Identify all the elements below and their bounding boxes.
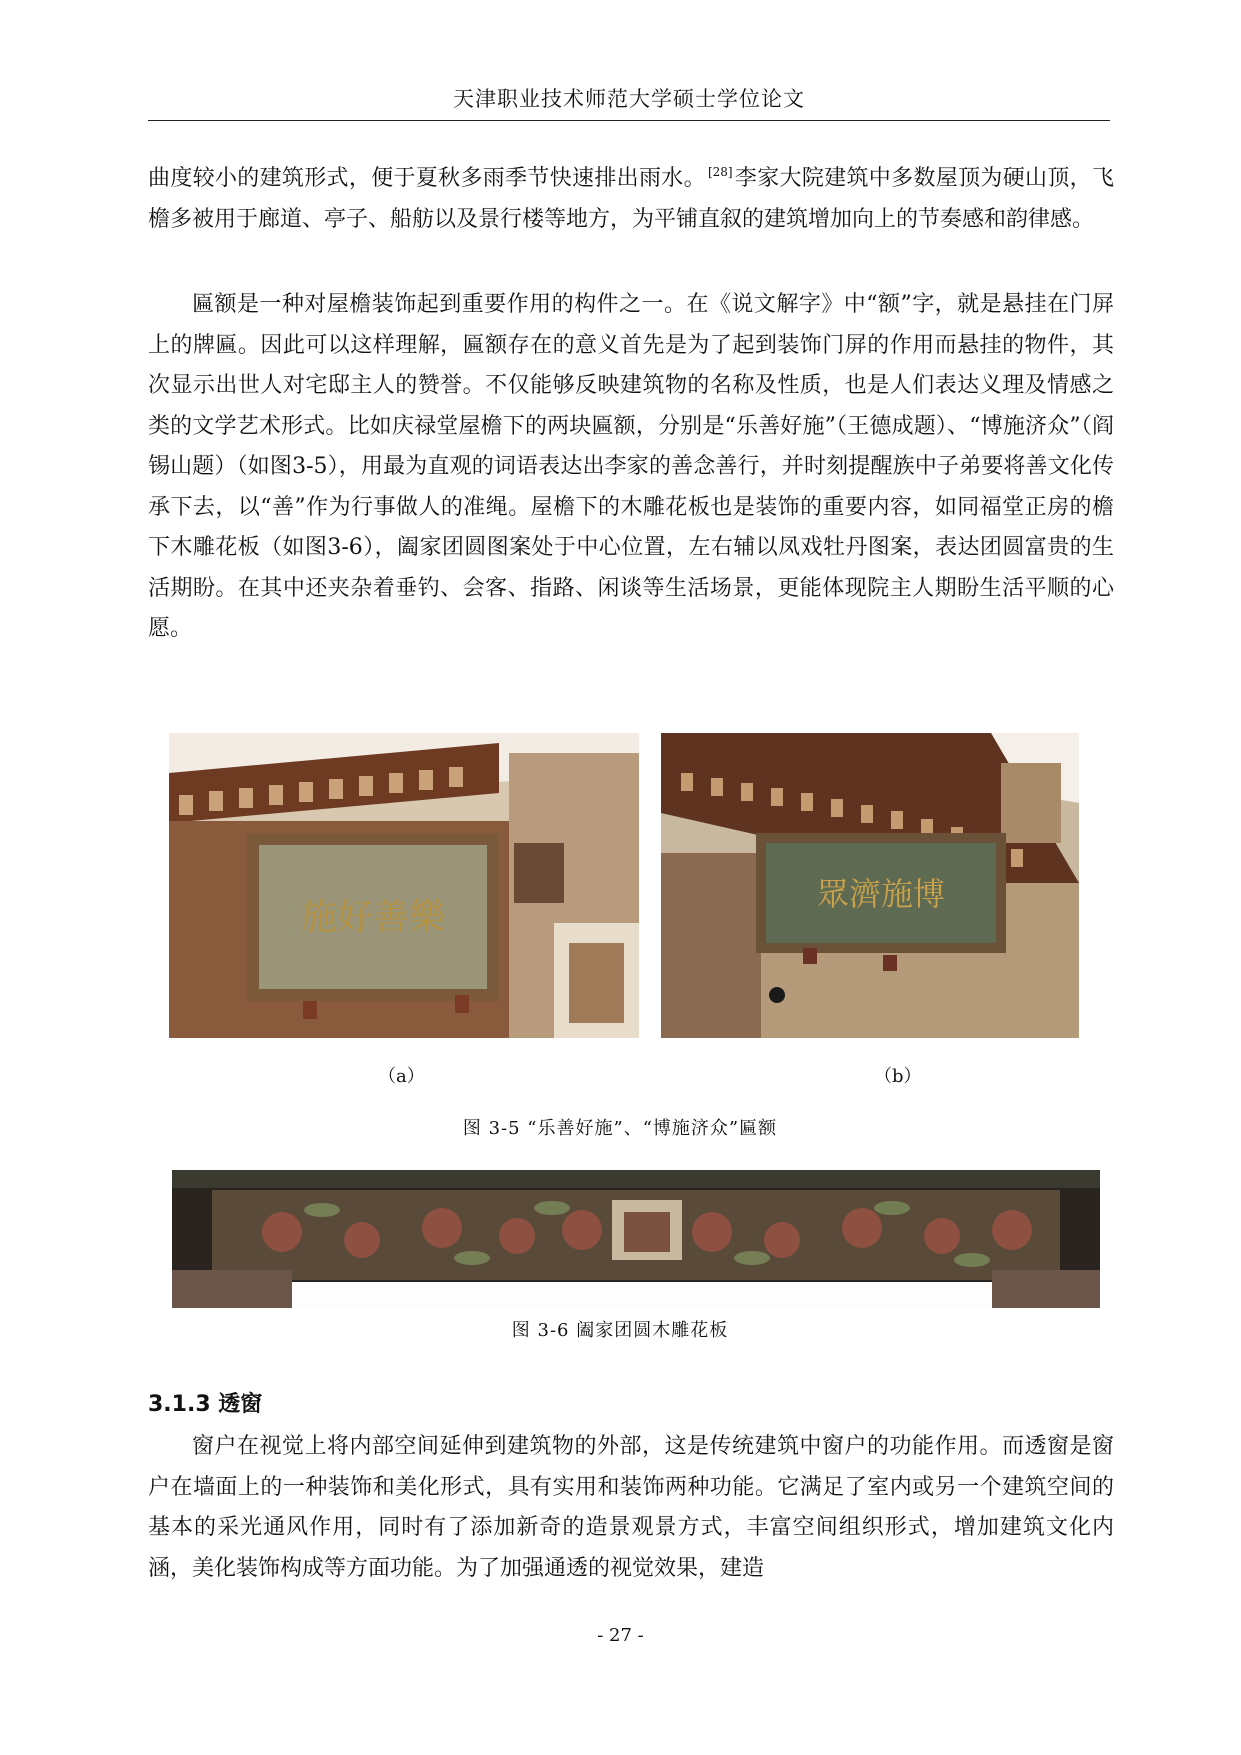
plaque-a-inscription: 施好善樂: [300, 897, 446, 938]
figure-3-5a-label: （a）: [378, 1066, 425, 1087]
paragraph-2: [148, 285, 1114, 650]
section-heading: 3.1.3 透窗: [148, 1392, 263, 1417]
figure-3-5a-photo: [169, 733, 639, 1038]
paragraph-1: [148, 152, 1114, 240]
paragraph-3: [148, 1427, 1114, 1589]
paragraph-1-text-b: 李家大院建筑中多数屋顶为硬山顶，飞檐多被用于廊道、亭子、船舫以及景行楼等地方，为平铺直叙的建筑增加向上的节奏感和韵律感。: [148, 166, 1114, 232]
paragraph-2-text: 匾额是一种对屋檐装饰起到重要作用的构件之一。在《说文解字》中“额”字，就是悬挂在门屏上的牌匾。因此可以这样理解，匾额存在的意义首先是为了起到装饰门屏的作用而悬挂的物件，其次显示出世人对宅邸主人的赞誉。不仅能够反映建筑物的名称及性质，也是人们表达义理及情感之类的文学艺术形式。比如庆禄堂屋檐下的两块匾额，分别是“乐善好施”（王德成题）、“博施济众”（阎锡山题）（如图3-5），用最为直观的词语表达出李家的善念善行，并时刻提醒族中子弟要将善文化传承下去，以“善”作为行事做人的准绳。屋檐下的木雕花板也是装饰的重要内容，如同福堂正房的檐下木雕花板（如图3-6），阖家团圆图案处于中心位置，左右辅以凤戏牡丹图案，表达团圆富贵的生活期盼。在其中还夹杂着垂钓、会客、指路、闲谈等生活场景，更能体现院主人期盼生活平顺的心愿。: [148, 292, 1114, 641]
page-number: - 27 -: [597, 1625, 644, 1646]
figure-3-6-caption: 图 3-6 阖家团圆木雕花板: [511, 1320, 729, 1341]
figure-3-5b-photo: [661, 733, 1079, 1038]
figure-3-5b-label: （b）: [874, 1066, 922, 1087]
figure-3-5-caption: 图 3-5 “乐善好施”、“博施济众”匾额: [462, 1118, 778, 1139]
plaque-b-inscription: 眾濟施博: [816, 875, 946, 913]
paragraph-1-text-a: 曲度较小的建筑形式，便于夏秋多雨季节快速排出雨水。: [148, 166, 706, 191]
citation-ref[interactable]: [28]: [707, 165, 733, 179]
figure-3-6-photo: [172, 1170, 1100, 1308]
running-header: 天津职业技术师范大学硕士学位论文: [148, 84, 1110, 121]
paragraph-3-text: 窗户在视觉上将内部空间延伸到建筑物的外部，这是传统建筑中窗户的功能作用。而透窗是窗户在墙面上的一种装饰和美化形式，具有实用和装饰两种功能。它满足了室内或另一个建筑空间的基本的采光通风作用，同时有了添加新奇的造景观景方式，丰富空间组织形式，增加建筑文化内涵，美化装饰构成等方面功能。为了加强通透的视觉效果，建造: [148, 1434, 1114, 1581]
